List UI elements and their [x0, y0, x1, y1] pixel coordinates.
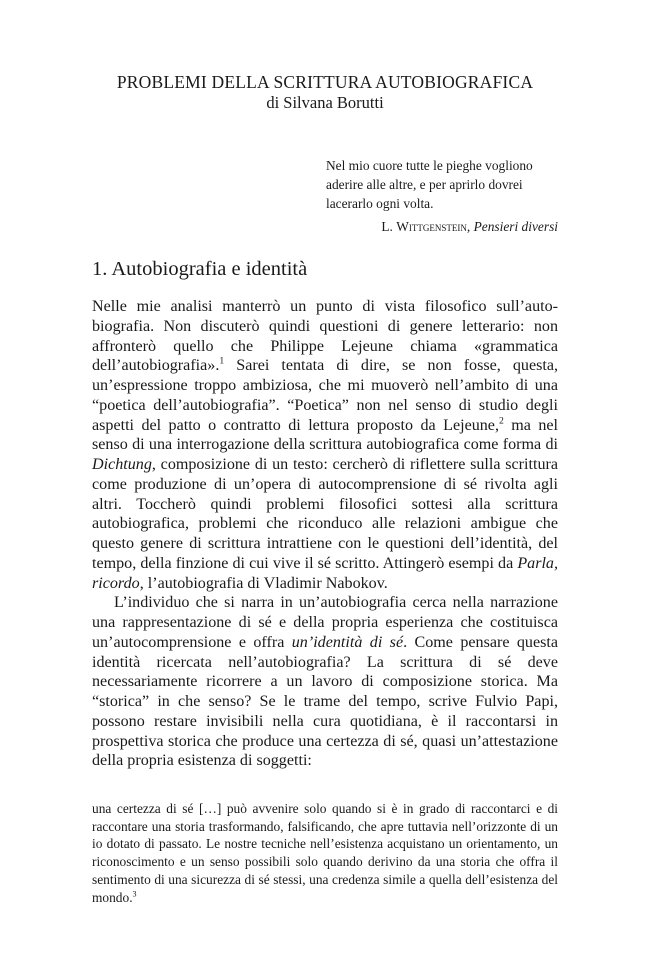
p1-text-4: , composizione di un testo: cercherò di riflettere sulla scrittura come produzione di un’opera di autocomprensione di sé rivolta agli altri. Toccherò quindi problemi filosofici sottesi alla scrittura autobiografica, problemi che riconduco alle relazioni ambigue che questo genere di scrittura intrattiene con le questioni dell’identità, del tempo, della finzione di cui vive il sé scritto. Attingerò esempi da: [92, 456, 558, 572]
epigraph-source-initial: L.: [381, 219, 397, 234]
p2-text-1: L’individuo che si narra in un’autobiografia cerca nella narrazione una rappresentazione di sé e della propria esperienza che costituisca un’autocomprensione e offra: [92, 594, 558, 651]
paragraph-1: [92, 297, 558, 593]
p1-emphasis-2: Parla, ricordo: [92, 554, 558, 592]
body-text: [92, 297, 558, 771]
p1-text-2: Sarei tentata di dire, se non fosse, questa, un’espressione troppo ambiziosa, che mi muoverò nell’ambito di una “poetica dell’autobiografia”. “Poetica” non nel senso di studio degli aspetti del patto o contratto di lettura proposto da Lejeune,: [92, 357, 558, 434]
footnote-ref-2: 2: [498, 415, 504, 427]
p1-text-5: , l’autobiografia di Vladimir Nabokov.: [139, 574, 388, 592]
epigraph-source-name: Wittgenstein: [396, 219, 467, 234]
footnote-ref-1: 1: [219, 355, 225, 367]
article-title: PROBLEMI DELLA SCRITTURA AUTOBIOGRAFICA: [116, 72, 534, 92]
article-author: di Silvana Borutti: [266, 93, 384, 112]
paragraph-2: [92, 593, 558, 771]
epigraph-source-separator: ,: [466, 219, 474, 234]
epigraph-source-work: Pensieri diversi: [473, 219, 558, 234]
p2-emphasis-1: un’identità di sé: [291, 633, 404, 651]
section-heading: 1. Autobiografia e identità: [92, 258, 308, 280]
p2-text-2: . Come pensare questa identità ricercata nell’autobiografia? La scrittura di sé deve necessariamente ricorrere a un lavoro di composizione storica. Ma “storica” in che senso? Se le trame del tempo, scrive Fulvio Papi, possono restare invisibili nella cura quotidiana, è il raccontarsi in prospettiva storica che produce una certezza di sé, quasi un’attestazione della propria esistenza di soggetti:: [92, 633, 559, 770]
block-quote: [92, 800, 558, 906]
epigraph-source: [326, 217, 558, 236]
epigraph-text: Nel mio cuore tutte le pieghe vogliono aderire alle altre, e per aprirlo dovrei lacerarlo ogni volta.: [326, 158, 533, 211]
p1-emphasis-1: Dichtung: [92, 456, 152, 473]
footnote-ref-3: 3: [132, 889, 137, 899]
epigraph: [326, 156, 558, 236]
quote-text: una certezza di sé […] può avvenire solo quando si è in grado di raccontarci e di raccontare una storia trasformando, falsificando, che apre tuttavia nell’orizzonte di un io dotato di passato. Le nostre tecniche nell’esistenza acquistano un orientamento, un riconoscimento e un senso possibili solo quando derivino da una storia che offra il sentimento di una sicurezza di sé stessi, una credenza simile a quella dell’esistenza del mondo.: [92, 801, 558, 905]
p1-text-1: Nelle mie analisi manterrò un punto di vista filosofico sull’autobiografia. Non discuterò quindi questioni di genere letterario: non affronterò quello che Philippe Lejeune chiama «grammatica dell’autobiografia».: [92, 298, 558, 375]
p1-text-3: ma nel senso di una interrogazione della scrittura autobiografica come forma di: [92, 416, 558, 454]
